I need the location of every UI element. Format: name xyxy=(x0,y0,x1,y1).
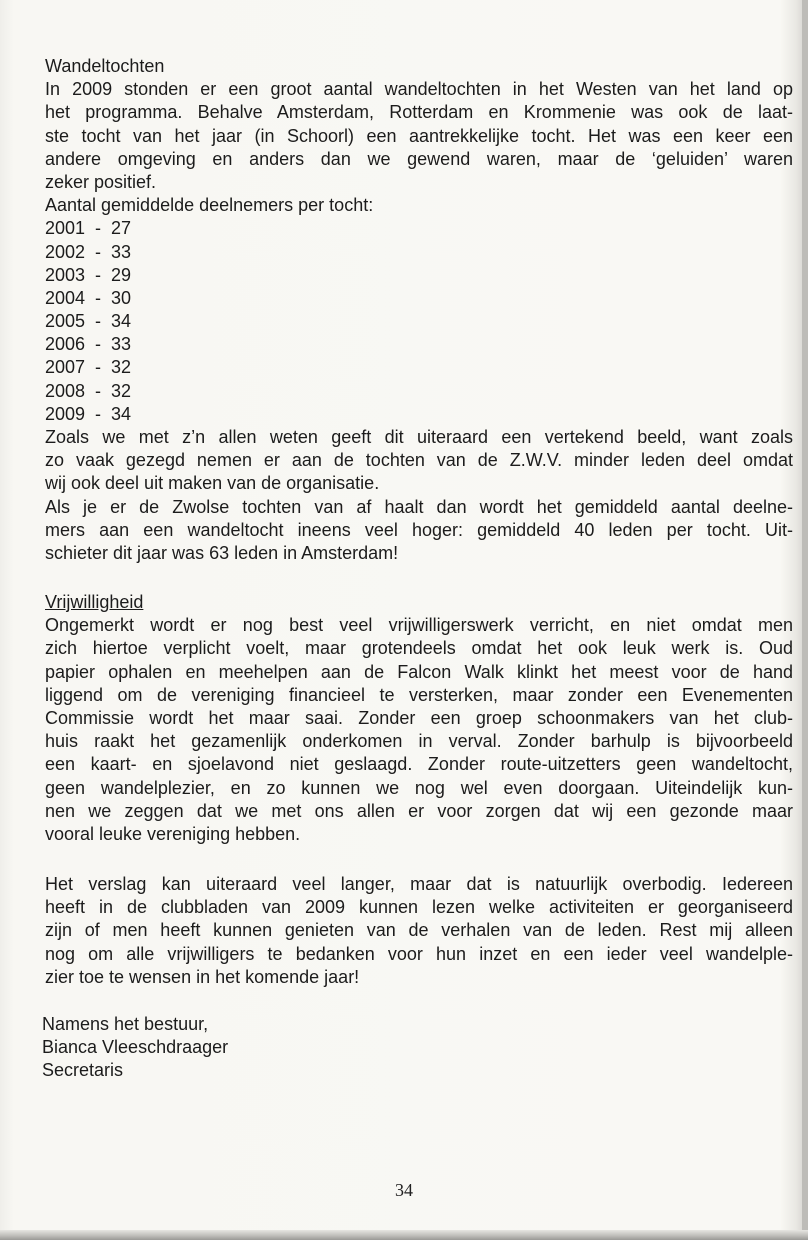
paragraph-line: een kaart- en sjoelavond niet geslaagd. Zonder route-uitzetters geen wandeltocht, xyxy=(45,754,793,775)
list-item: 2005 - 34 xyxy=(45,311,132,332)
paragraph-line: mers aan een wandeltocht ineens veel hoger: gemiddeld 40 leden per tocht. Uit- xyxy=(45,519,793,540)
paragraph-line: zier toe te wensen in het komende jaar! xyxy=(45,966,360,987)
page-number: 34 xyxy=(395,1180,413,1200)
paragraph-line: huis raakt het gezamenlijk onderkomen in verval. Zonder barhulp is bijvoorbeeld xyxy=(45,731,793,752)
section-heading: Wandeltochten xyxy=(45,56,165,76)
list-item: 2009 - 34 xyxy=(45,403,132,424)
paragraph-line: papier ophalen en meehelpen aan de Falcon Walk klinkt het meest voor de hand xyxy=(45,661,793,682)
paragraph-line: Commissie wordt het maar saai. Zonder een groep schoonmakers van het club- xyxy=(45,707,793,728)
page-spine-shadow xyxy=(802,0,808,1240)
paragraph-line: nog om alle vrijwilligers te bedanken voor hun inzet en een ieder veel wandelple- xyxy=(45,943,793,964)
participants-list xyxy=(45,217,793,426)
paragraph-line: zo vaak gezegd nemen er aan de tochten van de Z.W.V. minder leden deel omdat xyxy=(45,450,793,471)
list-item: 2001 - 27 xyxy=(45,218,132,239)
list-item: 2004 - 30 xyxy=(45,287,132,308)
paragraph-line: Zoals we met z’n allen weten geeft dit uiteraard een vertekend beeld, want zoals xyxy=(45,427,793,447)
paragraph-line: zijn of men heeft kunnen genieten van de verhalen van de leden. Rest mij alleen xyxy=(45,920,793,941)
paragraph-line: geen wandelplezier, en zo kunnen we nog wel even doorgaan. Uiteindelijk kun- xyxy=(45,777,793,798)
paragraph-line: Ongemerkt wordt er nog best veel vrijwilligerswerk verricht, en niet omdat men xyxy=(45,615,793,636)
paragraph-line: schieter dit jaar was 63 leden in Amsterdam! xyxy=(45,542,399,563)
paragraph-line: In 2009 stonden er een groot aantal wandeltochten in het Westen van het land op xyxy=(45,79,793,100)
paragraph-line: wij ook deel uit maken van de organisatie. xyxy=(45,473,380,494)
list-item: 2003 - 29 xyxy=(45,264,132,285)
signature-role: Secretaris xyxy=(42,1060,124,1081)
paragraph-line: vooral leuke vereniging hebben. xyxy=(45,823,301,844)
signature-greeting: Namens het bestuur, xyxy=(42,1014,209,1034)
paragraph-line: het programma. Behalve Amsterdam, Rotterdam en Krommenie was ook de laat- xyxy=(45,102,793,123)
section-wandeltochten xyxy=(45,55,793,565)
paragraph-line: heeft in de clubbladen van 2009 kunnen lezen welke activiteiten er georganiseerd xyxy=(45,897,793,918)
signature-name: Bianca Vleeschdraager xyxy=(42,1037,229,1058)
paragraph-line: ste tocht van het jaar (in Schoorl) een aantrekkelijke tocht. Het was een keer een xyxy=(45,125,793,146)
section-closing xyxy=(45,873,793,989)
signature-block xyxy=(42,1013,790,1083)
section-heading: Vrijwilligheid xyxy=(45,592,144,612)
section-vrijwilligheid xyxy=(45,591,793,846)
paragraph-line: Als je er de Zwolse tochten van af haalt dan wordt het gemiddeld aantal deelne- xyxy=(45,496,793,517)
paragraph-line: zich hiertoe verplicht voelt, maar grotendeels omdat het ook leuk werk is. Oud xyxy=(45,638,793,659)
list-item: 2008 - 32 xyxy=(45,380,132,401)
paragraph-line: zeker positief. xyxy=(45,171,157,192)
list-item: 2006 - 33 xyxy=(45,334,132,355)
paragraph-line: liggend om de vereniging financieel te versterken, maar zonder een Evenementen xyxy=(45,684,793,705)
list-item: 2007 - 32 xyxy=(45,357,132,378)
list-item: 2002 - 33 xyxy=(45,241,132,262)
stats-heading: Aantal gemiddelde deelnemers per tocht: xyxy=(45,195,374,216)
paragraph-line: andere omgeving en anders dan we gewend waren, maar de ‘geluiden’ waren xyxy=(45,148,793,169)
paragraph-line: nen we zeggen dat we met ons allen er voor zorgen dat wij een gezonde maar xyxy=(45,800,793,821)
page-bottom-edge xyxy=(0,1230,808,1240)
paragraph-line: Het verslag kan uiteraard veel langer, maar dat is natuurlijk overbodig. Iedereen xyxy=(45,874,793,894)
